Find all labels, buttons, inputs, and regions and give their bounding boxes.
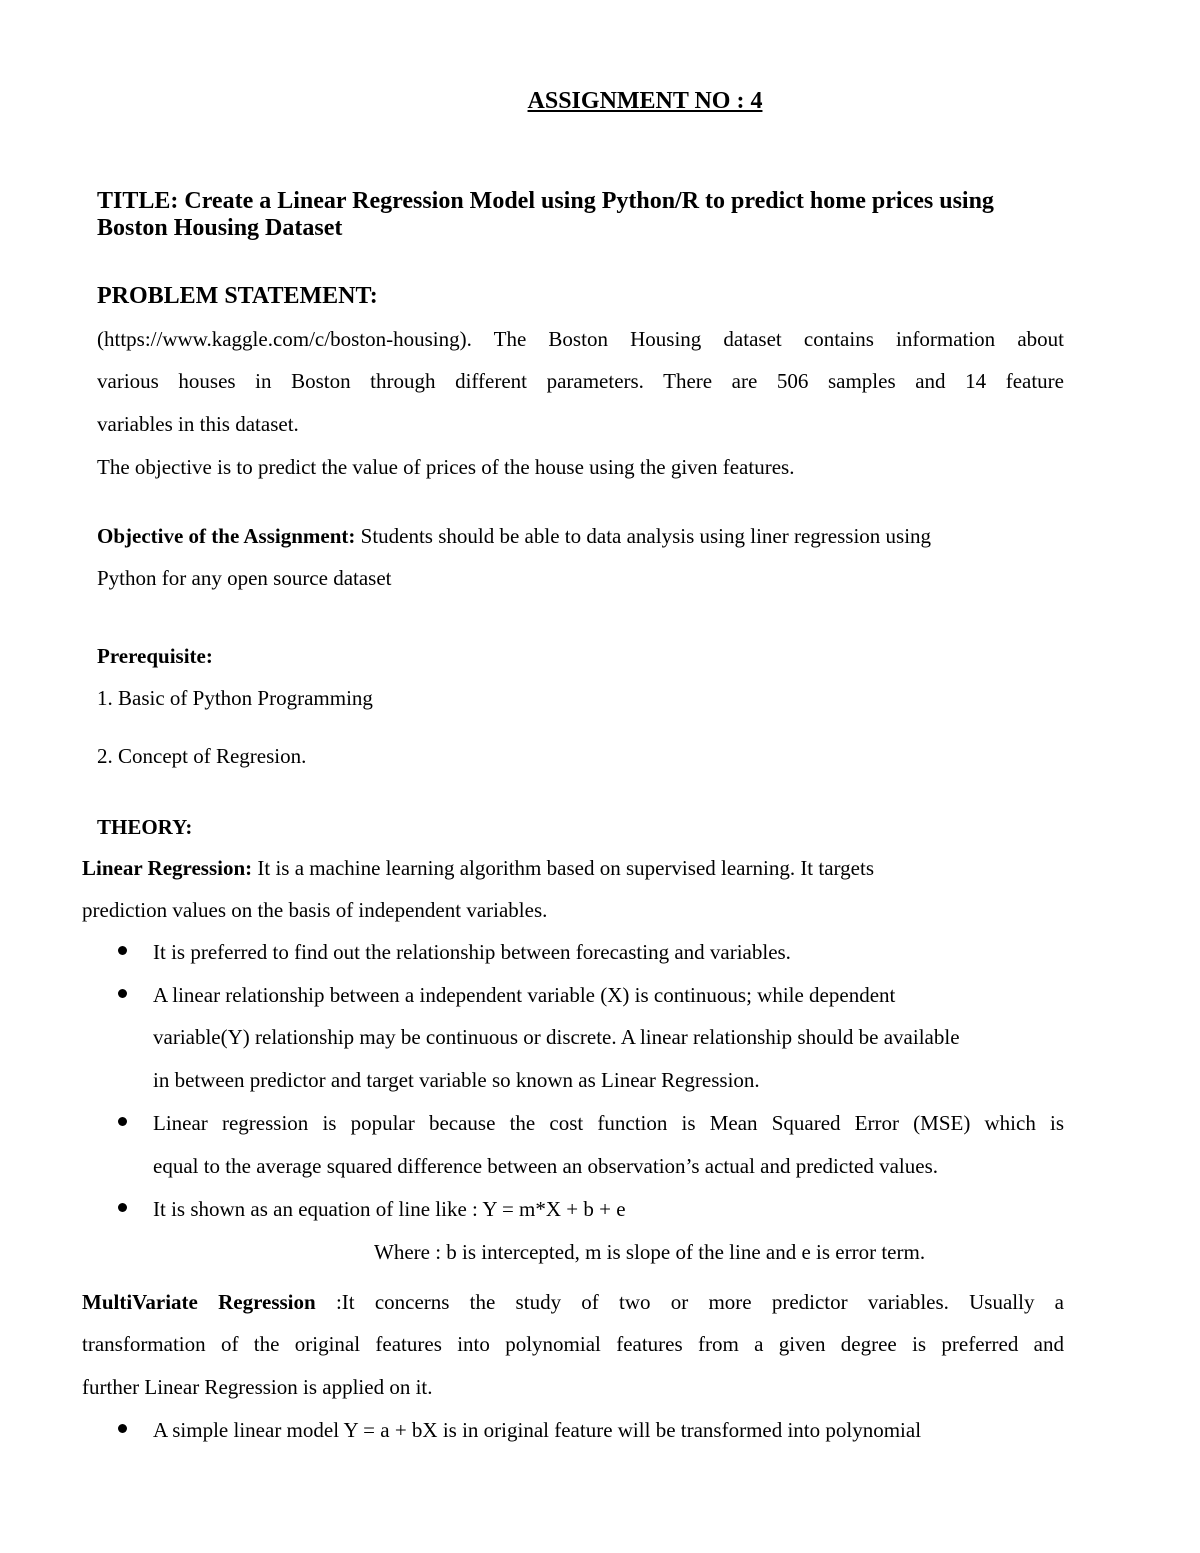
multi-line-2: transformation of the original features into polynomial features from a given degree is preferred and bbox=[82, 1332, 1064, 1356]
bullet-dot-icon bbox=[118, 989, 127, 998]
objective-text-2: Python for any open source dataset bbox=[97, 566, 392, 590]
objective-line-1 bbox=[97, 524, 931, 548]
bullet-dot-icon bbox=[118, 946, 127, 955]
problem-heading: PROBLEM STATEMENT: bbox=[97, 283, 378, 309]
theory-bullet-2-line-1: A linear relationship between a independent variable (X) is continuous; while dependent bbox=[153, 983, 896, 1007]
theory-bullet-5: A simple linear model Y = a + bX is in original feature will be transformed into polynomial bbox=[153, 1418, 922, 1442]
problem-line-2: various houses in Boston through different parameters. There are 506 samples and 14 feature bbox=[97, 369, 1064, 393]
prerequisite-heading: Prerequisite: bbox=[97, 644, 213, 668]
objective-text-1: Students should be able to data analysis using liner regression using bbox=[360, 524, 932, 548]
title-text-1: Create a Linear Regression Model using Python/R to predict home prices using bbox=[184, 188, 994, 214]
problem-line-3: variables in this dataset. bbox=[97, 412, 299, 436]
theory-bullet-2-line-3: in between predictor and target variable so known as Linear Regression. bbox=[153, 1068, 760, 1092]
title-text-2: Boston Housing Dataset bbox=[97, 215, 343, 241]
prerequisite-item-1: 1. Basic of Python Programming bbox=[97, 686, 373, 710]
bullet-dot-icon bbox=[118, 1203, 127, 1212]
linear-label: Linear Regression: bbox=[82, 856, 253, 880]
theory-bullet-3-line-2: equal to the average squared difference between an observation’s actual and predicted values. bbox=[153, 1154, 939, 1178]
title-line-1 bbox=[97, 188, 994, 215]
theory-heading: THEORY: bbox=[97, 815, 193, 839]
theory-bullet-3-line-1: Linear regression is popular because the cost function is Mean Squared Error (MSE) which is bbox=[153, 1111, 1064, 1135]
theory-bullet-2-line-2: variable(Y) relationship may be continuous or discrete. A linear relationship should be available bbox=[153, 1025, 960, 1049]
objective-label: Objective of the Assignment: bbox=[97, 524, 356, 548]
multi-text-1: :It concerns the study of two or more predictor variables. Usually a bbox=[335, 1290, 1064, 1314]
where-line: Where : b is intercepted, m is slope of the line and e is error term. bbox=[374, 1240, 926, 1264]
problem-line-4: The objective is to predict the value of prices of the house using the given features. bbox=[97, 455, 795, 479]
theory-bullet-4: It is shown as an equation of line like : Y = m*X + b + e bbox=[153, 1197, 626, 1221]
bullet-dot-icon bbox=[118, 1424, 127, 1433]
multi-line-3: further Linear Regression is applied on it. bbox=[82, 1375, 433, 1399]
multi-label: MultiVariate Regression bbox=[82, 1290, 316, 1314]
multi-line-1 bbox=[82, 1290, 1064, 1314]
bullet-dot-icon bbox=[118, 1117, 127, 1126]
problem-line-1: (https://www.kaggle.com/c/boston-housing). The Boston Housing dataset contains information about bbox=[97, 327, 1064, 351]
linear-text-2: prediction values on the basis of independent variables. bbox=[82, 898, 548, 922]
assignment-heading: ASSIGNMENT NO : 4 bbox=[527, 88, 763, 114]
prerequisite-item-2: 2. Concept of Regresion. bbox=[97, 744, 307, 768]
linear-line-1 bbox=[82, 856, 874, 880]
title-label: TITLE: bbox=[97, 188, 179, 214]
theory-bullet-1: It is preferred to find out the relationship between forecasting and variables. bbox=[153, 940, 791, 964]
linear-text-1: It is a machine learning algorithm based on supervised learning. It targets bbox=[257, 856, 874, 880]
